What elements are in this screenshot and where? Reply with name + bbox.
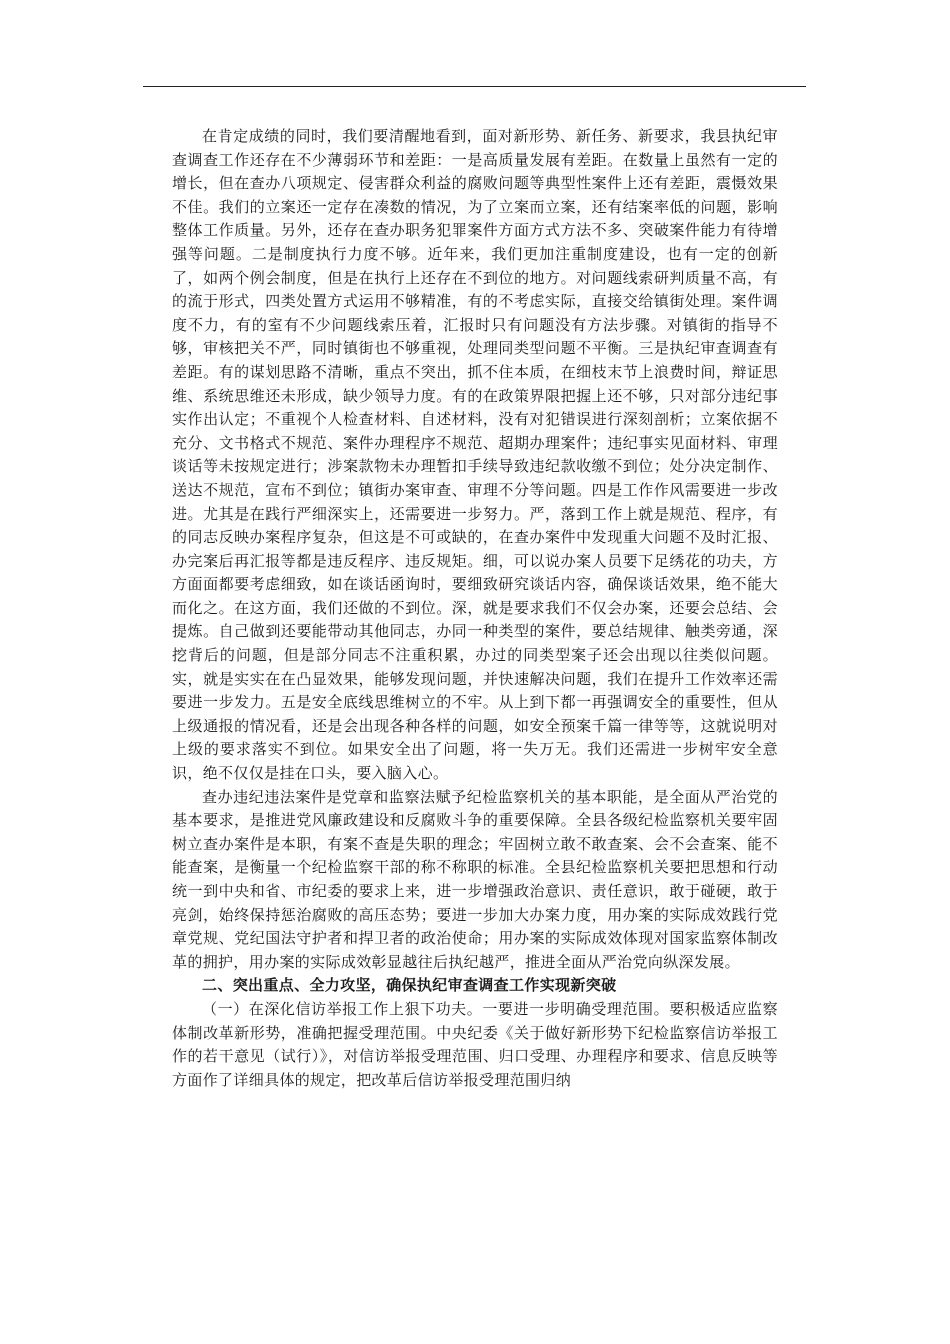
- paragraph-petition-reporting: （一）在深化信访举报工作上狠下功夫。一要进一步明确受理范围。要积极适应监察体制改革新形势，准确把握受理范围。中央纪委《关于做好新形势下纪检监察信访举报工作的若干意见（试行）》，对信访举报受理范围、归口受理、办理程序和要求、信息反映等方面作了详细具体的规定，把改革后信访举报受理范围归纳: [172, 999, 778, 1089]
- paragraph-problems: 在肯定成绩的同时，我们要清醒地看到，面对新形势、新任务、新要求，我县执纪审查调查工作还存在不少薄弱环节和差距：一是高质量发展有差距。在数量上虽然有一定的增长，但在查办八项规定、侵害群众利益的腐败问题等典型性案件上还有差距，震慑效果不佳。我们的立案还一定存在凑数的情况，为了立案而立案，还有结案率低的问题，影响整体工作质量。另外，还存在查办职务犯罪案件方面方式方法不多、突破案件能力有待增强等问题。二是制度执行力度不够。近年来，我们更加注重制度建设，也有一定的创新了，如两个例会制度，但是在执行上还存在不到位的地方。对问题线索研判质量不高，有的流于形式，四类处置方式运用不够精准，有的不考虑实际，直接交给镇街处理。案件调度不力，有的室有不少问题线索压着，汇报时只有问题没有方法步骤。对镇街的指导不够，审核把关不严，同时镇街也不够重视，处理同类型问题不平衡。三是执纪审查调查有差距。有的谋划思路不清晰，重点不突出，抓不住本质，在细枝末节上浪费时间，辩证思维、系统思维还未形成，缺少领导力度。有的在政策界限把握上还不够，只对部分违纪事实作出认定；不重视个人检查材料、自述材料，没有对犯错误进行深刻剖析；立案依据不充分、文书格式不规范、案件办理程序不规范、超期办理案件；违纪事实见面材料、审理谈话等未按规定进行；涉案款物未办理暂扣手续导致违纪款收缴不到位；处分决定制作、送达不规范，宣布不到位；镇街办案审查、审理不分等问题。四是工作作风需要进一步改进。尤其是在践行严细深实上，还需要进一步努力。严，落到工作上就是规范、程序，有的同志反映办案程序复杂，但这是不可或缺的，在查办案件中发现重大问题不及时汇报、办完案后再汇报等都是违反程序、违反规矩。细，可以说办案人员要下足绣花的功夫，方方面面都要考虑细致，如在谈话函询时，要细致研究谈话内容，确保谈话效果，绝不能大而化之。在这方面，我们还做的不到位。深，就是要求我们不仅会办案，还要会总结、会提炼。自己做到还要能带动其他同志，办同一种类型的案件，要总结规律、触类旁通，深挖背后的问题，但是部分同志不注重积累，办过的同类型案子还会出现以往类似问题。实，就是实实在在凸显效果，能够发现问题，并快速解决问题，我们在提升工作效率还需要进一步发力。五是安全底线思维树立的不牢。从上到下都一再强调安全的重要性，但从上级通报的情况看，还是会出现各种各样的问题，如安全预案千篇一律等等，这就说明对上级的要求落实不到位。如果安全出了问题，将一失万无。我们还需进一步树牢安全意识，绝不仅仅是挂在口头，要入脑入心。: [172, 127, 778, 783]
- document-body: [172, 125, 778, 1092]
- header-rule: [143, 86, 806, 87]
- section-heading: 二、突出重点、全力攻坚，确保执纪审查调查工作实现新突破: [202, 976, 617, 995]
- paragraph-case-handling: 查办违纪违法案件是党章和监察法赋予纪检监察机关的基本职能，是全面从严治党的基本要求，是推进党风廉政建设和反腐败斗争的重要保障。全县各级纪检监察机关要牢固树立查办案件是本职，有案不查是失职的理念；牢固树立敢不敢查案、会不会查案、能不能查案，是衡量一个纪检监察干部的称不称职的标准。全县纪检监察机关要把思想和行动统一到中央和省、市纪委的要求上来，进一步增强政治意识、责任意识，敢于碰硬，敢于亮剑，始终保持惩治腐败的高压态势；要进一步加大办案力度，用办案的实际成效践行党章党规、党纪国法守护者和捍卫者的政治使命；用办案的实际成效体现对国家监察体制改革的拥护，用办案的实际成效彰显越往后执纪越严，推进全面从严治党向纵深发展。: [172, 787, 778, 971]
